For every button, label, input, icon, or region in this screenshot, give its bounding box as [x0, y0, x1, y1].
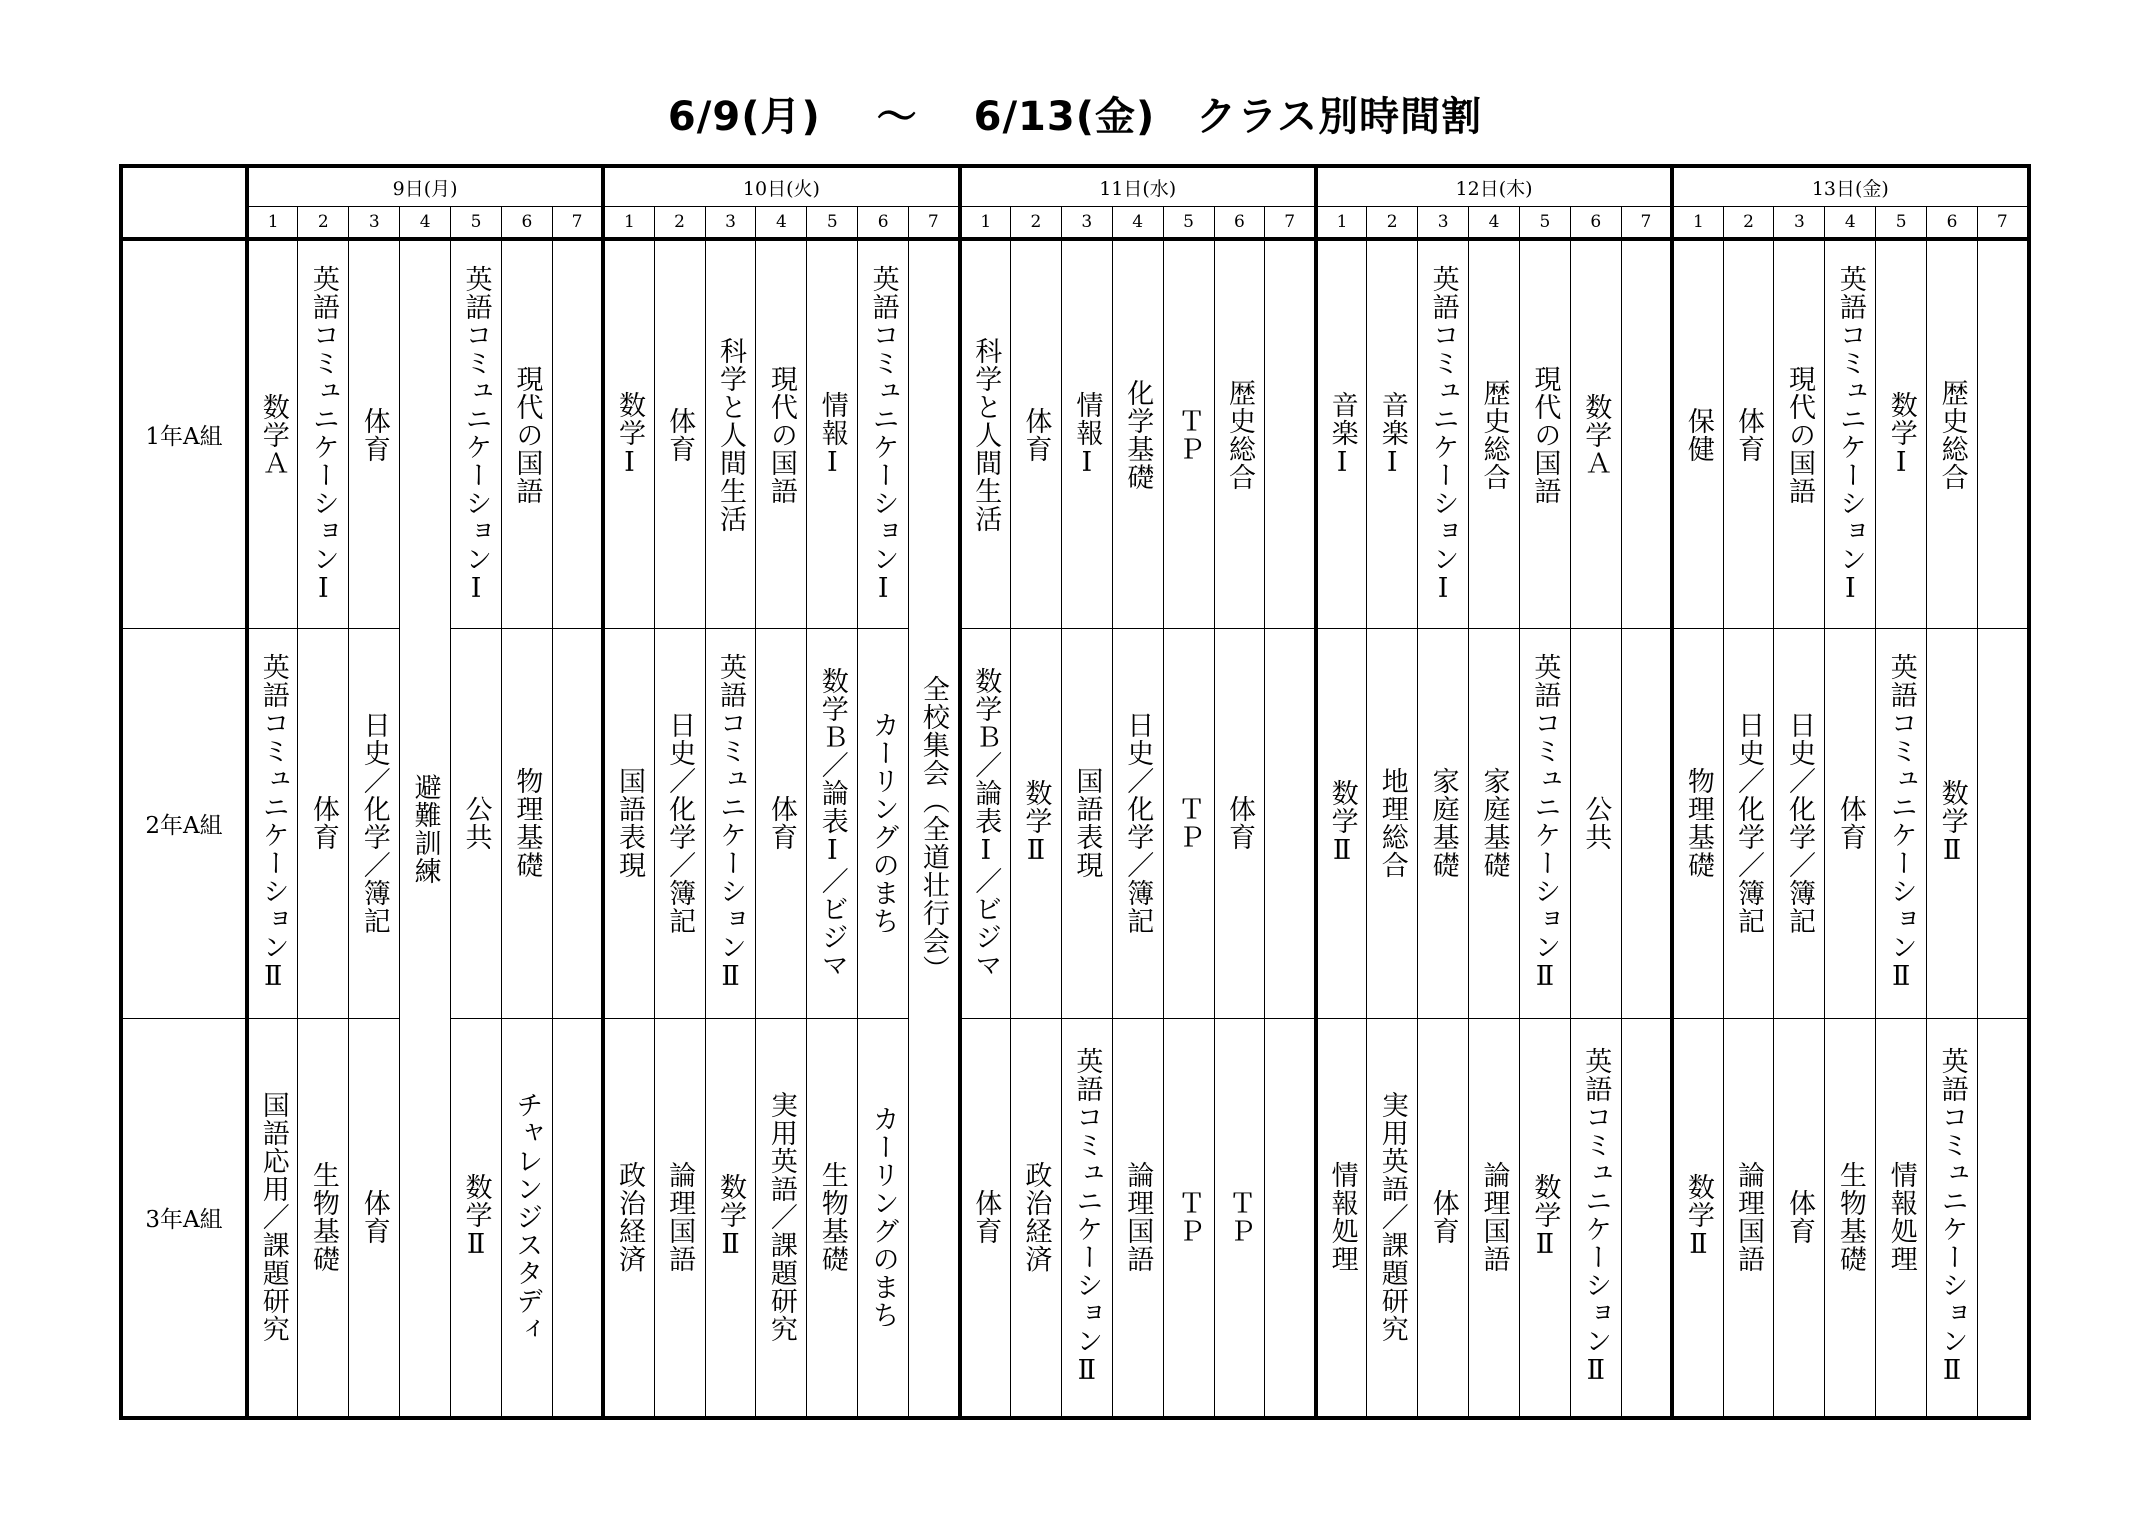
subject-label: ＴＰ [1173, 1189, 1205, 1246]
subject-cell [1214, 239, 1265, 629]
period-header: 7 [1978, 207, 2029, 240]
subject-cell [858, 629, 909, 1019]
subject-label: 実用英語／課題研究 [765, 1091, 797, 1344]
subject-cell [247, 1018, 298, 1418]
period-header: 6 [1214, 207, 1265, 240]
period-header: 1 [247, 207, 298, 240]
subject-label: 日史／化学／簿記 [1733, 711, 1765, 936]
period-header: 5 [1163, 207, 1214, 240]
period-header: 1 [1672, 207, 1723, 240]
subject-label: 音楽Ⅰ [1326, 390, 1358, 479]
subject-label: 英語コミュニケーションⅡ [1580, 1047, 1612, 1388]
subject-cell [349, 239, 400, 629]
subject-label: 家庭基礎 [1427, 767, 1459, 880]
subject-label: 科学と人間生活 [970, 336, 1002, 533]
subject-label: 音楽Ⅰ [1376, 390, 1408, 479]
corner-cell [121, 166, 247, 239]
subject-label: 国語表現 [613, 767, 645, 880]
subject-label: 国語表現 [1071, 767, 1103, 880]
subject-label: 論理国語 [664, 1161, 696, 1274]
subject-cell [1214, 629, 1265, 1019]
subject-cell [1927, 629, 1978, 1019]
subject-cell [1774, 1018, 1825, 1418]
subject-label: 歴史総合 [1223, 378, 1255, 491]
subject-cell [1621, 1018, 1672, 1418]
subject-label: 科学と人間生活 [715, 336, 746, 533]
subject-cell [960, 629, 1011, 1019]
subject-cell [552, 1018, 603, 1418]
subject-cell [1978, 239, 2029, 629]
subject-cell [501, 629, 552, 1019]
subject-label: 体育 [1427, 1189, 1459, 1246]
subject-cell [1265, 1018, 1316, 1418]
subject-cell [654, 629, 705, 1019]
subject-cell [501, 1018, 552, 1418]
subject-cell [1316, 629, 1367, 1019]
period-header: 1 [960, 207, 1011, 240]
subject-label: 公共 [460, 795, 492, 852]
merged-event-label: 全校集会（全道壮行会） [917, 674, 949, 983]
subject-label: 物理基礎 [511, 767, 543, 880]
period-header: 7 [1621, 207, 1672, 240]
subject-cell [1519, 1018, 1570, 1418]
subject-label: 数学Ａ [257, 392, 289, 477]
period-header: 7 [1265, 207, 1316, 240]
subject-label: 数学Ⅰ [1885, 390, 1917, 479]
subject-label: 数学Ⅱ [1682, 1173, 1714, 1262]
subject-label: ＴＰ [1173, 795, 1205, 852]
subject-label: 政治経済 [613, 1161, 645, 1274]
period-header: 7 [552, 207, 603, 240]
subject-cell [1061, 629, 1112, 1019]
subject-cell [1723, 239, 1774, 629]
day-header: 10日(火) [603, 166, 959, 207]
period-header: 3 [349, 207, 400, 240]
subject-label: カーリングのまち [867, 711, 899, 936]
day-header: 12日(木) [1316, 166, 1672, 207]
subject-label: 論理国語 [1733, 1161, 1765, 1274]
subject-cell [1367, 1018, 1418, 1418]
subject-cell [1825, 1018, 1876, 1418]
subject-cell [1163, 629, 1214, 1019]
subject-cell [1163, 1018, 1214, 1418]
subject-cell [960, 239, 1011, 629]
period-header: 3 [705, 207, 756, 240]
subject-cell [552, 239, 603, 629]
subject-cell [1876, 629, 1927, 1019]
subject-cell [1316, 239, 1367, 629]
subject-cell [451, 1018, 502, 1418]
subject-cell [705, 1018, 756, 1418]
subject-cell [603, 629, 654, 1019]
subject-cell [552, 629, 603, 1019]
subject-cell [1469, 239, 1520, 629]
subject-cell [451, 629, 502, 1019]
period-header: 3 [1061, 207, 1112, 240]
subject-label: 英語コミュニケーションⅡ [1936, 1047, 1968, 1388]
subject-label: 現代の国語 [1529, 364, 1561, 505]
subject-cell [960, 1018, 1011, 1418]
subject-label: 英語コミュニケーションⅡ [1071, 1047, 1103, 1388]
subject-cell [1570, 239, 1621, 629]
period-header: 4 [400, 207, 451, 240]
subject-cell [1723, 1018, 1774, 1418]
class-name: 1年A組 [121, 239, 247, 629]
day-header: 9日(月) [247, 166, 603, 207]
subject-label: 情報処理 [1326, 1161, 1358, 1274]
subject-label: 体育 [664, 406, 696, 463]
subject-cell [1672, 239, 1723, 629]
subject-label: 英語コミュニケーションⅠ [867, 264, 899, 605]
subject-label: 数学Ⅱ [1020, 779, 1052, 868]
subject-cell [1519, 629, 1570, 1019]
class-name: 3年A組 [121, 1018, 247, 1418]
subject-cell [349, 629, 400, 1019]
subject-cell [1519, 239, 1570, 629]
subject-cell [1265, 629, 1316, 1019]
subject-cell [807, 1018, 858, 1418]
subject-cell [1112, 239, 1163, 629]
subject-cell [756, 239, 807, 629]
subject-cell [1265, 239, 1316, 629]
subject-label: 情報処理 [1885, 1161, 1917, 1274]
period-header: 3 [1418, 207, 1469, 240]
subject-cell [1621, 239, 1672, 629]
subject-label: 体育 [1223, 795, 1255, 852]
period-header: 3 [1774, 207, 1825, 240]
subject-cell [1672, 1018, 1723, 1418]
subject-label: 数学Ⅱ [715, 1173, 746, 1262]
subject-cell [1367, 629, 1418, 1019]
subject-cell [1010, 239, 1061, 629]
period-header: 4 [756, 207, 807, 240]
period-header: 5 [451, 207, 502, 240]
subject-label: 数学Ⅱ [1326, 779, 1358, 868]
subject-label: 数学Ｂ／論表Ⅰ／ビジマ [970, 667, 1002, 980]
subject-label: 体育 [1834, 795, 1866, 852]
period-header: 5 [807, 207, 858, 240]
subject-cell [654, 239, 705, 629]
subject-cell [1570, 1018, 1621, 1418]
subject-label: 日史／化学／簿記 [664, 711, 696, 936]
subject-cell [1367, 239, 1418, 629]
period-header: 4 [1112, 207, 1163, 240]
subject-label: 体育 [1020, 406, 1052, 463]
timetable [119, 164, 2031, 1420]
day-header: 11日(水) [960, 166, 1316, 207]
subject-label: 現代の国語 [765, 364, 797, 505]
subject-cell [1112, 629, 1163, 1019]
subject-cell [1469, 629, 1520, 1019]
subject-label: 日史／化学／簿記 [1783, 711, 1815, 936]
subject-cell [1163, 239, 1214, 629]
subject-cell [1825, 629, 1876, 1019]
subject-cell [1927, 1018, 1978, 1418]
subject-label: 保健 [1682, 406, 1714, 463]
period-header: 4 [1469, 207, 1520, 240]
period-header: 2 [1723, 207, 1774, 240]
period-header: 4 [1825, 207, 1876, 240]
subject-label: 英語コミュニケーションⅡ [715, 653, 746, 994]
subject-cell [298, 239, 349, 629]
subject-cell [1876, 239, 1927, 629]
subject-cell [858, 1018, 909, 1418]
subject-cell [247, 239, 298, 629]
subject-cell [603, 239, 654, 629]
period-header: 2 [654, 207, 705, 240]
period-header: 6 [501, 207, 552, 240]
subject-label: 地理総合 [1376, 767, 1408, 880]
subject-label: カーリングのまち [867, 1105, 899, 1330]
subject-cell [756, 1018, 807, 1418]
subject-cell [705, 239, 756, 629]
subject-cell [1723, 629, 1774, 1019]
subject-label: 英語コミュニケーションⅠ [460, 264, 492, 605]
subject-cell [1570, 629, 1621, 1019]
subject-cell [1214, 1018, 1265, 1418]
subject-cell [1418, 239, 1469, 629]
subject-cell [1010, 629, 1061, 1019]
subject-label: 数学Ⅰ [613, 390, 645, 479]
subject-label: 数学Ｂ／論表Ⅰ／ビジマ [816, 667, 848, 980]
subject-label: 物理基礎 [1682, 767, 1714, 880]
subject-cell [1774, 629, 1825, 1019]
subject-label: チャレンジスタディ [511, 1091, 543, 1344]
merged-event-label: 避難訓練 [409, 772, 441, 885]
subject-label: 数学Ⅱ [1936, 779, 1968, 868]
subject-label: 現代の国語 [511, 364, 543, 505]
subject-label: 体育 [358, 1189, 390, 1246]
subject-cell [1316, 1018, 1367, 1418]
subject-cell [807, 239, 858, 629]
subject-cell [298, 1018, 349, 1418]
subject-cell [1469, 1018, 1520, 1418]
day-header-row [121, 166, 2029, 207]
subject-cell [705, 629, 756, 1019]
subject-label: 生物基礎 [1834, 1161, 1866, 1274]
class-row [121, 239, 2029, 629]
subject-cell [603, 1018, 654, 1418]
period-header-row [121, 207, 2029, 240]
subject-label: 体育 [358, 406, 390, 463]
subject-cell [654, 1018, 705, 1418]
period-header: 5 [1876, 207, 1927, 240]
subject-label: 英語コミュニケーションⅠ [307, 264, 339, 605]
subject-cell [1774, 239, 1825, 629]
subject-cell [451, 239, 502, 629]
subject-cell [1061, 1018, 1112, 1418]
subject-label: 日史／化学／簿記 [358, 711, 390, 936]
subject-label: 体育 [1733, 406, 1765, 463]
subject-label: 歴史総合 [1936, 378, 1968, 491]
subject-label: 数学Ⅱ [460, 1173, 492, 1262]
period-header: 1 [603, 207, 654, 240]
subject-label: 英語コミュニケーションⅠ [1834, 264, 1866, 605]
period-header: 6 [1570, 207, 1621, 240]
subject-cell [298, 629, 349, 1019]
subject-cell [1927, 239, 1978, 629]
subject-label: 論理国語 [1122, 1161, 1154, 1274]
period-header: 6 [858, 207, 909, 240]
subject-label: 英語コミュニケーションⅡ [1885, 653, 1917, 994]
subject-label: 論理国語 [1478, 1161, 1510, 1274]
subject-label: ＴＰ [1173, 406, 1205, 463]
subject-cell [1978, 629, 2029, 1019]
period-header: 2 [1010, 207, 1061, 240]
subject-label: 政治経済 [1020, 1161, 1052, 1274]
period-header: 2 [1367, 207, 1418, 240]
subject-label: 現代の国語 [1783, 364, 1815, 505]
class-name: 2年A組 [121, 629, 247, 1019]
subject-cell [1061, 239, 1112, 629]
subject-label: ＴＰ [1223, 1189, 1255, 1246]
period-header: 7 [909, 207, 960, 240]
subject-label: 国語応用／課題研究 [257, 1091, 289, 1344]
subject-cell [1010, 1018, 1061, 1418]
period-header: 6 [1927, 207, 1978, 240]
subject-label: 情報Ⅰ [816, 390, 848, 479]
subject-label: 体育 [970, 1189, 1002, 1246]
subject-cell [247, 629, 298, 1019]
subject-cell [807, 629, 858, 1019]
period-header: 5 [1519, 207, 1570, 240]
merged-event-cell [400, 239, 451, 1418]
subject-cell [1112, 1018, 1163, 1418]
subject-label: 家庭基礎 [1478, 767, 1510, 880]
subject-cell [1825, 239, 1876, 629]
subject-cell [1978, 1018, 2029, 1418]
subject-label: 化学基礎 [1122, 378, 1154, 491]
subject-label: 数学Ⅱ [1529, 1173, 1561, 1262]
subject-label: 生物基礎 [816, 1161, 848, 1274]
subject-label: 体育 [1783, 1189, 1815, 1246]
subject-label: 英語コミュニケーションⅠ [1427, 264, 1459, 605]
subject-label: 体育 [307, 795, 339, 852]
subject-cell [349, 1018, 400, 1418]
subject-cell [1418, 1018, 1469, 1418]
subject-cell [1418, 629, 1469, 1019]
merged-event-cell [909, 239, 960, 1418]
subject-label: 数学Ａ [1580, 392, 1612, 477]
subject-label: 生物基礎 [307, 1161, 339, 1274]
subject-label: 英語コミュニケーションⅡ [1529, 653, 1561, 994]
subject-label: 日史／化学／簿記 [1122, 711, 1154, 936]
subject-label: 英語コミュニケーションⅡ [257, 653, 289, 994]
subject-label: 実用英語／課題研究 [1376, 1091, 1408, 1344]
subject-label: 公共 [1580, 795, 1612, 852]
subject-cell [858, 239, 909, 629]
page-title: 6/9(月) ～ 6/13(金) クラス別時間割 [667, 94, 1483, 140]
subject-label: 情報Ⅰ [1071, 390, 1103, 479]
period-header: 2 [298, 207, 349, 240]
period-header: 1 [1316, 207, 1367, 240]
subject-label: 体育 [765, 795, 797, 852]
subject-cell [501, 239, 552, 629]
subject-cell [1621, 629, 1672, 1019]
subject-cell [1876, 1018, 1927, 1418]
day-header: 13日(金) [1672, 166, 2028, 207]
subject-label: 歴史総合 [1478, 378, 1510, 491]
subject-cell [1672, 629, 1723, 1019]
subject-cell [756, 629, 807, 1019]
